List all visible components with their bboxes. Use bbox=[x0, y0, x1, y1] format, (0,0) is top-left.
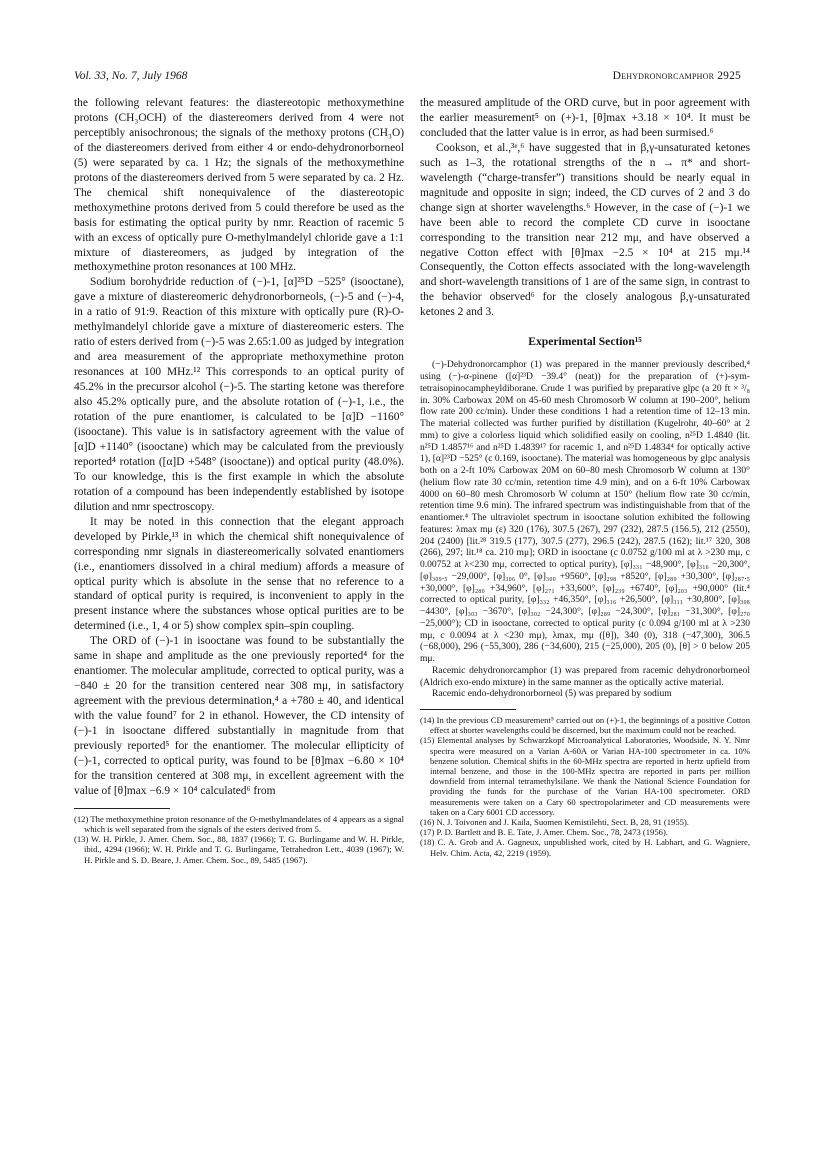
footnote-rule bbox=[74, 808, 170, 809]
footnotes-right bbox=[420, 715, 750, 858]
footnote: (13) W. H. Pirkle, J. Amer. Chem. Soc., 88, 1837 (1966); T. G. Burlingame and W. H. Pirkle, ibid., 4294 (1966); W. H. Pirkle and T. G. Burlingame, Tetrahedron Lett., 4039 (1967); W. H. Pirkle and S. D. Beare, J. Amer. Chem. Soc., 89, 5485 (1967). bbox=[74, 834, 404, 865]
body-paragraph: Cookson, et al.,³ᵉ,⁶ have suggested that in β,γ-unsaturated ketones such as 1–3, the rotational strengths of the n → π* and short-wavelength (“charge-transfer”) transitions should be nearly equal in magnitude and opposite in sign; indeed, the CD curves of 2 and 3 do change sign at shorter wavelengths.⁶ However, in the case of (−)-1 we have been able to record the complete CD curve in isooctane corresponding to the transition near 212 mμ, and have observed a negative Cotton effect with [θ]max −2.5 × 10⁴ at 215 mμ.¹⁴ Consequently, the Cotton effects associated with the long-wavelength and short-wavelength transitions of 1 are of the same sign, in contrast to the behavior observed⁶ for the closely analogous β,γ-unsaturated ketones 2 and 3. bbox=[420, 141, 750, 319]
footnotes-left bbox=[74, 814, 404, 865]
left-column bbox=[74, 96, 404, 865]
footnote-rule bbox=[420, 709, 516, 710]
body-paragraph: the following relevant features: the diastereotopic methoxymethine protons (CH₃OCH) of the diastereomers derived from 4 were not perceptibly anisochronous; the signals of the methoxy protons (CH₃O) of the diastereomers derived from either 4 or endo-dehydronorborneol (5) were separated by ca. 1 Hz; the signals of the methoxymethine protons of the diastereomers derived from 5 were separated by ca. 2 Hz. The chemical shift nonequivalence of the diastereotopic methoxymethine protons derived from 5 could therefore be used as the basis for estimating the optical purity by nmr. Reaction of racemic 5 with an excess of optically pure O-methylmandelyl chloride gave a 1:1 mixture of diastereomers, as judged by integration of the methoxymethine proton resonances at 100 MHz. bbox=[74, 97, 404, 274]
body-paragraph: The ORD of (−)-1 in isooctane was found to be substantially the same in shape and amplitude as the one previously reported⁴ for the enantiomer. The molecular amplitude, corrected to optical purity, was a −840 ± 20 for the transition centered near 308 mμ, in satisfactory agreement with the previous determination,⁴ a +780 ± 40, and identical with the value found⁷ for 2 in ethanol. However, the CD intensity of (−)-1 in isooctane differed substantially in magnitude from that previously reported⁵ for the enantiomer. The molecular ellipticity of (−)-1, corrected to optical purity, was found to be [θ]max −6.80 × 10⁴ for the transition centered at 308 mμ, in excellent agreement with the value of [θ]max −6.9 × 10⁴ calculated⁶ from bbox=[74, 635, 404, 797]
footnote: (12) The methoxymethine proton resonance of the O-methylmandelates of 4 appears as a signal which is well separated from the signals of the esters derived from 5. bbox=[74, 813, 404, 834]
running-header-right: Dehydronorcamphor 2925 bbox=[612, 70, 741, 82]
footnote: (14) In the previous CD measurement⁵ carried out on (+)-1, the beginnings of a positive Cotton effect at shorter wavelengths could be discerned, but the maximum could not be reached. bbox=[420, 715, 750, 736]
footnote: (18) C. A. Grob and A. Gagneux, unpublished work, cited by H. Labhart, and G. Wagniere, Helv. Chim. Acta, 42, 2219 (1959). bbox=[420, 837, 750, 858]
body-paragraph: It may be noted in this connection that the elegant approach developed by Pirkle,¹³ in which the chemical shift nonequivalence of corresponding nmr signals in diastereomerically solvated enantiomers (i.e., enantiomers dissolved in a chiral medium) affords a measure of optical purity which is absolute in the sense that no reference to a standard of optical purity is required, is inconvenient to apply in the present instance where the substances whose optical purities are to be determined (i.e., 1, 4 or 5) show complex spin–spin coupling. bbox=[74, 515, 404, 633]
right-column bbox=[420, 96, 750, 858]
experimental-paragraph: Racemic dehydronorcamphor (1) was prepared from racemic dehydronorborneol (Aldrich exo-endo mixture) in the same manner as the optically active material. bbox=[420, 664, 750, 688]
body-paragraph: the measured amplitude of the ORD curve, but in poor agreement with the earlier measurement⁵ on (+)-1, [θ]max +3.18 × 10⁴. It must be concluded that the latter value is in error, as had been surmised.⁶ bbox=[420, 97, 750, 139]
experimental-paragraph: (−)-Dehydronorcamphor (1) was prepared in the manner previously described,⁴ using (−)-α-pinene ([α]²³D −39.4° (neat)) for the preparation of (+)-sym-tetraisopinocampheyldiborane. Crude 1 was purified by preparative glpc (a 20 ft × ³/₈ in. 30% Carbowax 20M on 45-60 mesh Chromosorb W column at 190–200°, helium flow rate 200 cc/min). Under these conditions 1 had a retention time of 12–13 min. The material collected was further purified by distillation (Kugelrohr, 40–60° at 2 mm) to give a colorless liquid which solidified easily on cooling, n²⁵D 1.4840 (lit. n²⁵D 1.4857¹⁶ and n²⁵D 1.4839¹⁷ for racemic 1, and n²⁵D 1.4834⁴ for optically active 1), [α]²³D −525° (c 0.169, isooctane). The material was homogeneous by glpc analysis both on a 2-ft 10% Carbowax 20M on 60–80 mesh Chromosorb W column at 130° (helium flow rate 30 cc/min, retention time 4.9 min), and on a 6-ft 10% Carbowax 4000 on 60–80 mesh Chromosorb W column at 150° (helium flow rate 30 cc/min, retention time 9.6 min). The infrared spectrum was indistinguishable from that of the enantiomer.⁴ The ultraviolet spectrum in isooctane solution exhibited the following features: λmax mμ (ε) 320 (176), 307.5 (267), 297 (232), 287.5 (156.5), 212 (2550), 204 (2400) [lit.²⁸ 319.5 (177), 307.5 (277), 296.5 (242), 287.5 (162); lit.¹⁷ 320, 308 (266), 297; lit.¹⁸ ca. 210 mμ]; ORD in isooctane (c 0.0752 g/100 ml at λ >230 mμ, c 0.00752 at λ<230 mμ, corrected to optical purity), [φ]₃₃₁ −48,900°, [φ]₃₁₆ −20,300°, [φ]₃₀₉.₅ −29,000°, [φ]₃₀₆ 0°, [φ]₃₀₀ +9560°, [φ]₂₉₈ +8520°, [φ]₂₈₉ +30,300°, [φ]₂₈₇.₅ +30,000°, [φ]₂₈₀ +34,960°, [φ]₂₇₁ +33,600°, [φ]₂₃₉ +6740°, [φ]₂₀₃ +90,000° (lit.⁴ corrected to optical purity, [φ]₃₃₂ +46,350°, [φ]₃₁₆ +26,500°, [φ]₃₁₁ +30,800°, [φ]₃₀₈ −4430°, [φ]₃₀₃ −3670°, [φ]₃₀₂ −24,300°, [φ]₂₈₉ −24,300°, [φ]₂₈₁ −31,300°, [φ]₂₇₀ −25,000°); CD in isooctane, corrected to optical purity (c 0.094 g/100 ml at λ >230 mμ, c 0.0094 at λ <230 mμ), λmax, mμ ([θ]), 340 (0), 318 (−47,300), 306.5 (−68,000), 296 (−55,300), 286 (−34,600), 215 (−25,000), 205 (0), [θ] > 0 below 205 mμ. bbox=[420, 359, 750, 665]
footnote: (16) N. J. Toivonen and J. Kaila, Suomen Kemistilehti, Sect. B, 28, 91 (1955). bbox=[420, 817, 689, 828]
footnote: (17) P. D. Bartlett and B. E. Tate, J. Amer. Chem. Soc., 78, 2473 (1956). bbox=[420, 827, 668, 838]
footnote: (15) Elemental analyses by Schwarzkopf Microanalytical Laboratories, Woodside, N. Y. Nmr spectra were measured on a Varian A-60A or Varian HA-100 spectrometer in ca. 10% benzene solution. Chemical shifts in the 60-MHz spectra are reported in hertz upfield from internal benzene, and those in the 100-MHz spectra are reported in parts per million downfield from internal tetramethylsilane. We thank the National Science Foundation for providing the funds for the purchase of the Varian HA-100 spectrometer. ORD measurements were taken on a Cary 60 spectropolarimeter and CD measurements were taken on a Cary 6001 CD accessory. bbox=[420, 735, 750, 817]
section-title: Experimental Section¹⁵ bbox=[528, 335, 642, 349]
body-paragraph: Sodium borohydride reduction of (−)-1, [α]²⁵D −525° (isooctane), gave a mixture of diastereomeric dehydronorborneols, (−)-5 and (−)-4, in a ratio of 91:9. Reaction of this mixture with optically pure (R)-O-methylmandelyl chloride gave a mixture of diastereomeric esters. The ratio of esters derived from (−)-5 was 2.65:1.00 as judged by integration and area measurement of the appropriate methoxymethine proton resonances at 100 MHz.¹² This corresponds to an optical purity of 45.2% in the precursor alcohol (−)-5. The starting ketone was therefore also 45.2% optically pure, and the absolute rotation of (−)-1, i.e., the rotation of the pure enantiomer, is calculated to be [α]D −1160° (isooctane). This value is in satisfactory agreement with the value of [α]D +1140° (isooctane) which may be calculated from the previously reported⁴ rotation ([α]D +548° (isooctane)) and optical purity (48.0%). To our knowledge, this is the first example in which the absolute rotation of a compound has been independently established by isotope dilution and nmr spectroscopy. bbox=[74, 276, 404, 513]
experimental-paragraph: Racemic endo-dehydronorborneol (5) was prepared by sodium bbox=[432, 688, 672, 700]
running-header-left: Vol. 33, No. 7, July 1968 bbox=[74, 70, 188, 82]
